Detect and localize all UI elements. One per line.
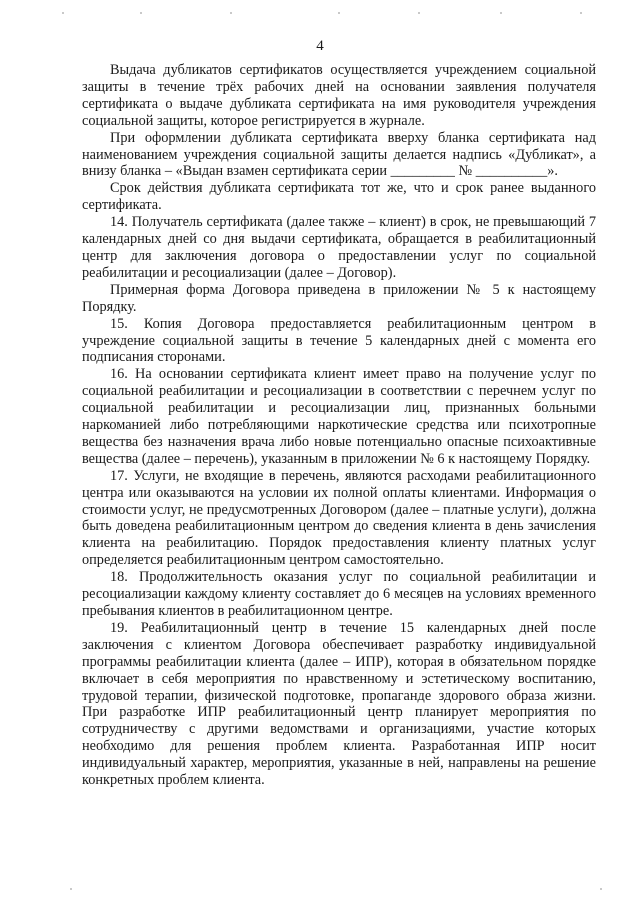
scan-artifact (230, 12, 232, 14)
paragraph-duplicate-issuance: Выдача дубликатов сертификатов осуществляется учреждением социальной защиты в течение трёх рабочих дней на основании заявления получателя сертификата о выдаче дубликата сертификата на имя руководителя учреждения социальной защиты, которое регистрируется в журнале. (82, 62, 596, 129)
document-body (82, 62, 596, 789)
paragraph-duplicate-validity: Срок действия дубликата сертификата тот же, что и срок ранее выданного сертификата. (82, 180, 596, 214)
paragraph-item-17: 17. Услуги, не входящие в перечень, являются расходами реабилитационного центра или оказываются на условии их полной оплаты клиентами. Информация о стоимости услуг, не предусмотренных Договором (далее – платные услуги), должна быть доведена реабилитационным центром до сведения клиента в день зачисления клиента на реабилитацию. Порядок предоставления клиенту платных услуг определяется реабилитационным центром самостоятельно. (82, 467, 596, 569)
scan-artifact (600, 888, 602, 890)
paragraph-item-16: 16. На основании сертификата клиент имеет право на получение услуг по социальной реабилитации и ресоциализации в соответствии с перечнем услуг по социальной реабилитации и ресоциализации лиц, признанных больными наркоманией либо потребляющими наркотические средства или психотропные вещества без назначения врача либо новые потенциально опасные психоактивные вещества (далее – перечень), указанным в приложении № 6 к настоящему Порядку. (82, 366, 596, 467)
scan-artifact (140, 12, 142, 14)
page-number: 4 (316, 38, 324, 54)
paragraph-item-18: 18. Продолжительность оказания услуг по социальной реабилитации и ресоциализации каждому клиенту составляет до 6 месяцев на условиях временного пребывания клиентов в реабилитационном центре. (82, 569, 596, 619)
paragraph-item-19: 19. Реабилитационный центр в течение 15 календарных дней после заключения с клиентом Договора обеспечивает разработку индивидуальной программы реабилитации клиента (далее – ИПР), которая в обязательном порядке включает в себя мероприятия по нравственному и эстетическому воспитанию, трудовой терапии, физической подготовке, пропаганде здорового образа жизни. При разработке ИПР реабилитационный центр планирует мероприятия по сотрудничеству с другими ведомствами и организациями, участие которых необходимо для решения проблем клиента. Разработанная ИПР носит индивидуальный характер, мероприятия, указанные в ней, направлены на решение конкретных проблем клиента. (82, 619, 596, 789)
paragraph-duplicate-marking: При оформлении дубликата сертификата вверху бланка сертификата над наименованием учреждения социальной защиты делается надпись «Дубликат», а внизу бланка – «Выдан взамен сертификата серии _________ № __________». (82, 129, 596, 180)
scan-artifact (580, 12, 582, 14)
scan-artifact (338, 12, 340, 14)
paragraph-contract-form: Примерная форма Договора приведена в приложении № 5 к настоящему Порядку. (82, 281, 596, 315)
scan-artifact (62, 12, 64, 14)
scan-artifact (70, 888, 72, 890)
scan-artifact (418, 12, 420, 14)
scan-artifact (500, 12, 502, 14)
paragraph-item-14: 14. Получатель сертификата (далее также – клиент) в срок, не превышающий 7 календарных дней со дня выдачи сертификата, обращается в реабилитационный центр для заключения договора о предоставлении услуг по социальной реабилитации и ресоциализации (далее – Договор). (82, 214, 596, 281)
paragraph-item-15: 15. Копия Договора предоставляется реабилитационным центром в учреждение социальной защиты в течение 5 календарных дней с момента его подписания сторонами. (82, 315, 596, 366)
